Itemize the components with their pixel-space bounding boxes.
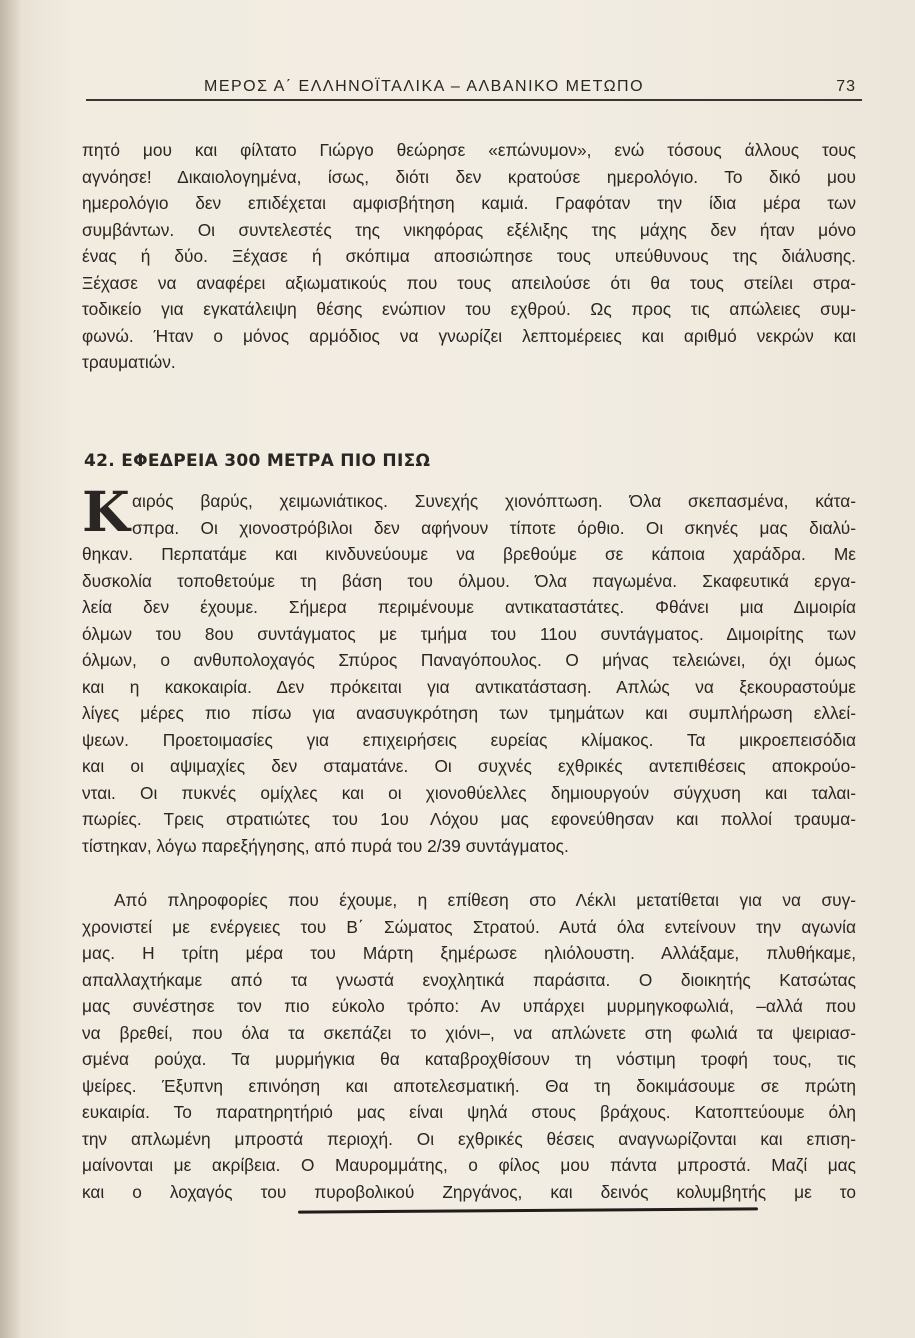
text-line: αγνόησε! Δικαιολογημένα, ίσως, διότι δεν κρατούσε ημερολόγιο. Το δικό μου — [82, 166, 856, 187]
text-line: την απλωμένη μπροστά περιοχή. Οι εχθρικές θέσεις αναγνωρίζονται και επιση- — [82, 1128, 856, 1149]
running-title: ΜΕΡΟΣ Α΄ ΕΛΛΗΝΟΪΤΑΛΙΚΑ – ΑΛΒΑΝΙΚΟ ΜΕΤΩΠΟ — [204, 78, 645, 95]
text-line: λίγες μέρες πιο πίσω για ανασυγκρότηση των τμημάτων και συμπλήρωση ελλεί- — [82, 703, 856, 723]
text-line: και οι αψιμαχίες δεν σταματάνε. Οι συχνές εχθρικές αντεπιθέσεις αποκρούο- — [82, 756, 856, 776]
text-line: ψεων. Προετοιμασίες για επιχειρήσεις ευρείας κλίμακος. Τα μικροεπεισόδια — [82, 729, 856, 750]
text-line: συμβάντων. Οι συντελεστές της νικηφόρας εξέλιξης της μάχης δεν ήταν μόνο — [82, 219, 856, 240]
text-line: λεία δεν έχουμε. Σήμερα περιμένουμε αντικαταστάτες. Φθάνει μια Διμοιρία — [82, 597, 856, 617]
text-line: Ξέχασε να αναφέρει αξιωματικούς που τους απειλούσε ότι θα τους στείλει στρα- — [82, 272, 856, 293]
text-line: απαλλαχτήκαμε από τα γνωστά ενοχλητικά παράσιτα. Ο διοικητής Κατσώτας — [82, 969, 856, 990]
text-line: θηκαν. Περπατάμε και κινδυνεύουμε να βρεθούμε σε κάποια χαράδρα. Με — [82, 544, 856, 564]
text-line: δυσκολία τοποθετούμε τη βάση του όλμου. Όλα παγωμένα. Σκαφευτικά εργα- — [82, 570, 856, 591]
text-line: μαίνονται με ακρίβεια. Ο Μαυρομμάτης, ο φίλος μου πάντα μπροστά. Μαζί μας — [82, 1155, 856, 1175]
text-line: σμένα ρούχα. Τα μυρμήγκια θα καταβροχθίσουν τη νόστιμη τροφή τους, τις — [82, 1049, 856, 1069]
drop-cap: Κ — [82, 479, 130, 544]
text-line: χρονιστεί με ενέργειες του Β΄ Σώματος Στρατού. Αυτά όλα εντείνουν την αγωνία — [82, 916, 856, 937]
text-line: και ο λοχαγός του πυροβολικού Ζηργάνος, και δεινός κολυμβητής με το — [82, 1181, 856, 1202]
handwritten-underline — [298, 1207, 758, 1213]
text-line: όλμων του 8ου συντάγματος με τμήμα του 11ου συντάγματος. Διμοιρίτης των — [82, 623, 856, 644]
header-rule — [86, 99, 862, 101]
section-paragraph-2 — [82, 887, 856, 1205]
text-line: ένας ή δύο. Ξέχασε ή σκόπιμα αποσιώπησε τους υπεύθυνους της διάλυσης. — [82, 246, 856, 266]
text-line: μας. Η τρίτη μέρα του Μάρτη ξημέρωσε ηλιόλουστη. Αλλάξαμε, πλυθήκαμε, — [82, 943, 856, 963]
text-line: να βρεθεί, που όλα τα σκεπάζει το χιόνι–, να απλώνετε στη φωλιά τα ψειριασ- — [82, 1022, 856, 1043]
text-line: ημερολόγιο δεν επιδέχεται αμφισβήτηση καμιά. Γραφόταν την ίδια μέρα των — [82, 193, 856, 213]
section-heading: 42. ΕΦΕΔΡΕΙΑ 300 ΜΕΤΡΑ ΠΙΟ ΠΙΣΩ — [84, 451, 431, 471]
page-header — [86, 66, 862, 100]
intro-paragraph — [82, 137, 856, 376]
text-line: πωρίες. Τρεις στρατιώτες του 1ου Λόχου μας εφονεύθησαν και πολλοί τραυμα- — [82, 809, 856, 829]
text-line: φωνώ. Ήταν ο μόνος αρμόδιος να γνωρίζει λεπτομέρειες και αριθμό νεκρών και — [82, 325, 856, 346]
text-line: ευκαιρία. Το παρατηρητήριό μας είναι ψηλά στους βράχους. Κατοπτεύουμε όλη — [82, 1102, 856, 1122]
text-line: νται. Οι πυκνές ομίχλες και οι χιονοθύελλες δημιουργούν σύγχυση και ταλαι- — [82, 782, 856, 803]
text-line: και η κακοκαιρία. Δεν πρόκειται για αντικατάσταση. Απλώς να ξεκουραστούμε — [82, 676, 856, 697]
text-line: αιρός βαρύς, χειμωνιάτικος. Συνεχής χιονόπτωση. Όλα σκεπασμένα, κάτα- — [132, 491, 856, 511]
text-line: πητό μου και φίλτατο Γιώργο θεώρησε «επώνυμον», ενώ τόσους άλλους τους — [82, 140, 856, 160]
text-line: Από πληροφορίες που έχουμε, η επίθεση στο Λέκλι μετατίθεται για να συγ- — [114, 890, 856, 910]
text-line: τίστηκαν, λόγω παρεξήγησης, από πυρά του 2/39 συντάγματος. — [82, 835, 569, 856]
text-line: μας συνέστησε τον πιο εύκολο τρόπο: Αν υπάρχει μυρμηγκοφωλιά, –αλλά που — [82, 996, 856, 1016]
text-line: ψείρες. Έξυπνη επινόηση και αποτελεσματική. Θα τη δοκιμάσουμε σε πρώτη — [82, 1075, 856, 1096]
text-line: όλμων, ο ανθυπολοχαγός Σπύρος Παναγόπουλος. Ο μήνας τελειώνει, όχι όμως — [82, 650, 856, 670]
text-line: σπρα. Οι χιονοστρόβιλοι δεν αφήνουν τίποτε όρθιο. Οι σκηνές μας διαλύ- — [132, 517, 856, 538]
page-number: 73 — [836, 78, 856, 95]
text-line: τοδικείο για εγκατάλειψη θέσης ενώπιον του εχθρού. Ως προς τις απώλειες συμ- — [82, 299, 856, 319]
text-line: τραυματιών. — [82, 352, 176, 372]
spine-shadow — [0, 0, 22, 1338]
section-paragraph-1 — [82, 479, 856, 859]
